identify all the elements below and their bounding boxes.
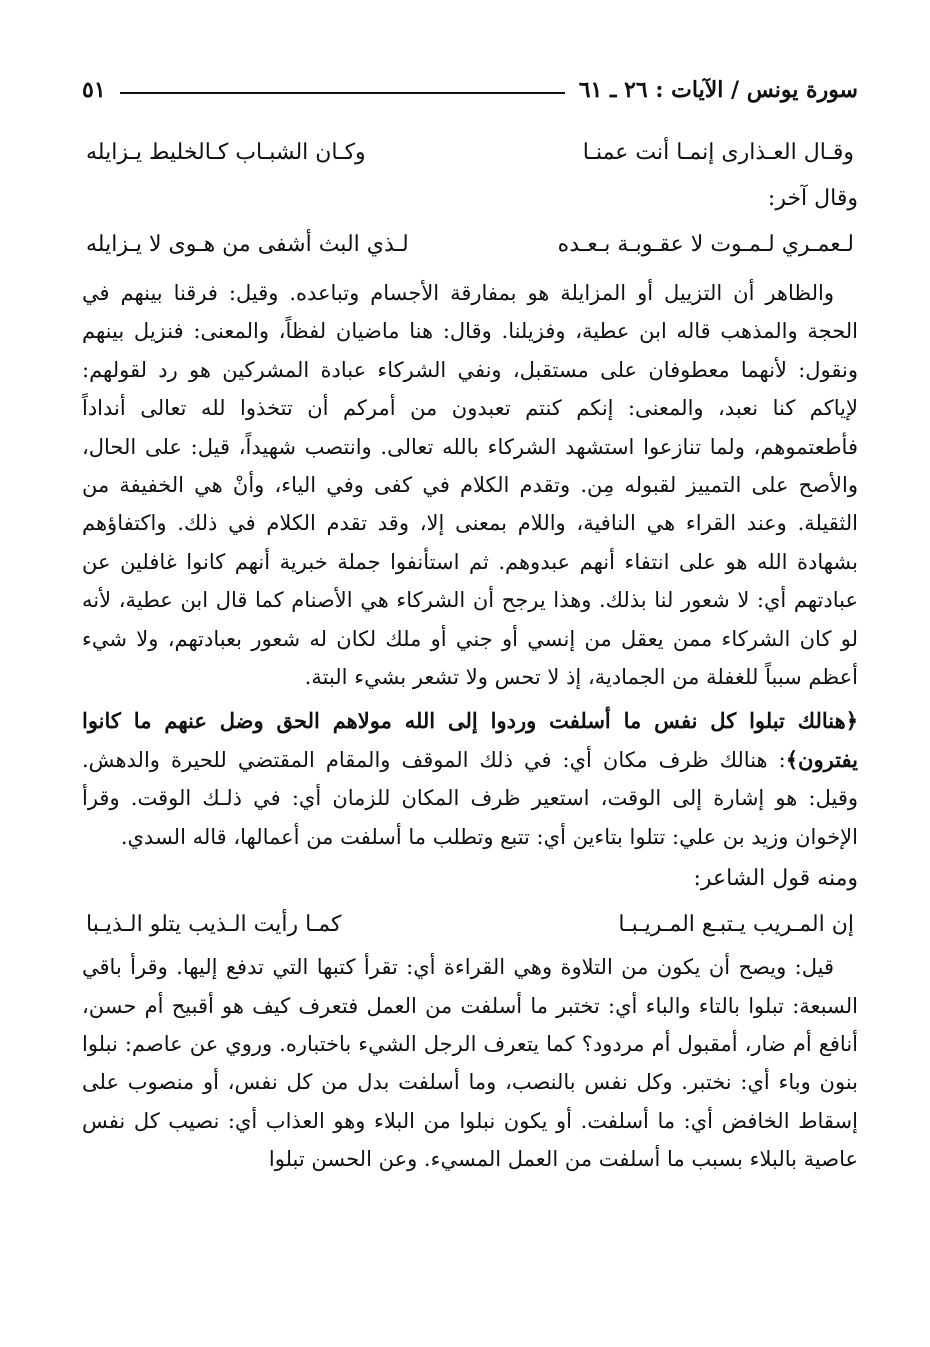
verse-first-hemistich: وقـال العـذارى إنمـا أنت عمنـا — [582, 139, 854, 165]
verse-first-hemistich: لـعمـري لـمـوت لا عقـوبـة بـعـده — [557, 231, 854, 257]
header-rule — [120, 92, 565, 94]
verse-second-hemistich: وكـان الشبـاب كـالخليط يـزايله — [86, 139, 366, 165]
quran-verse: ﴿هنالك تبلوا كل نفس ما أسلفت وردوا إلى الله مولاهم الحق وضل عنهم ما كانوا يفترون﴾ — [82, 708, 858, 772]
page-number: ٥١ — [82, 77, 106, 103]
verse-second-hemistich: كمـا رأيت الـذيب يتلو الـذيـبا — [86, 911, 342, 937]
page-header — [82, 68, 858, 112]
commentary-paragraph: والظاهر أن التزييل أو المزايلة هو بمفارقة الأجسام وتباعده. وقيل: فرقنا بينهم في الحجة والمذهب قاله ابن عطية، وفزيلنا. وقال: هنا ماضيان لفظاً، والمعنى: فنزيل بينهم ونقول: لأنهما معطوفان على مستقبل، ونفي الشركاء عبادة المشركين هو رد لقولهم: لإياكم كنا نعبد، والمعنى: إنكم كنتم تعبدون من أمركم أن تتخذوا لله تعالى أنداداً فأطعتموهم، ولما تنازعوا استشهد الشركاء بالله تعالى. وانتصب شهيداً، قيل: على الحال، والأصح على التمييز لقبوله مِن. وتقدم الكلام في كفى وفي الياء، وأنْ هي الخفيفة من الثقيلة. وعند القراء هي النافية، واللام بمعنى إلا، وقد تقدم الكلام في ذلك. واكتفاؤهم بشهادة الله هو على انتفاء أنهم عبدوهم. ثم استأنفوا جملة خبرية أنهم كانوا غافلين عن عبادتهم أي: لا شعور لنا بذلك. وهذا يرجح أن الشركاء هي الأصنام كما قال ابن عطية، لأنه لو كان الشركاء ممن يعقل من إنسي أو جني أو ملك لكان له شعور بعبادتهم، ولا شيء أعظم سبباً للغفلة من الجمادية، إذ لا تحس ولا تشعر بشيء البتة. — [82, 281, 858, 690]
commentary-paragraph: قيل: ويصح أن يكون من التلاوة وهي القراءة أي: تقرأ كتبها التي تدفع إليها. وقرأ باقي السبعة: تبلوا بالتاء والباء أي: تختبر ما أسلفت من العمل فتعرف كيف هو أقبيح أم حسن، أنافع أم ضار، أمقبول أم مردود؟ كما يتعرف الرجل الشيء باختباره. وروي عن عاصم: نبلوا بنون وباء أي: نختبر. وكل نفس بالنصب، وما أسلفت بدل من كل نفس، أو منصوب على إسقاط الخافض أي: ما أسلفت. أو يكون نبلوا من البلاء وهو العذاب أي: نصيب كل نفس عاصية بالبلاء بسبب ما أسلفت من العمل المسيء. وعن الحسن تبلوا — [82, 955, 858, 1172]
verse-second-hemistich: لـذي البث أشفى من هـوى لا يـزايله — [86, 231, 409, 257]
poet-intro: وقال آخر: — [767, 185, 858, 211]
poetry-verse — [82, 220, 858, 268]
poet-intro: ومنه قول الشاعر: — [693, 865, 858, 891]
poetry-verse — [82, 128, 858, 176]
verse-first-hemistich: إن المـريب يـتبـع المـريـبـا — [618, 911, 854, 937]
page-content — [82, 128, 858, 1179]
running-title: سورة يونس / الآيات : ٢٦ ـ ٦١ — [578, 77, 858, 103]
commentary-paragraph — [82, 702, 858, 856]
commentary-text: : هنالك ظرف مكان أي: في ذلك الموقف والمقام المقتضي للحيرة والدهش. وقيل: هو إشارة إلى الوقت، استعير ظرف المكان للزمان أي: في ذلـك الوقت. وقرأ الإخوان وزيد بن علي: تتلوا بتاءين أي: تتبع وتطلب ما أسلفت من أعمالها، قاله السدي. — [82, 747, 858, 849]
poetry-verse — [82, 900, 858, 948]
